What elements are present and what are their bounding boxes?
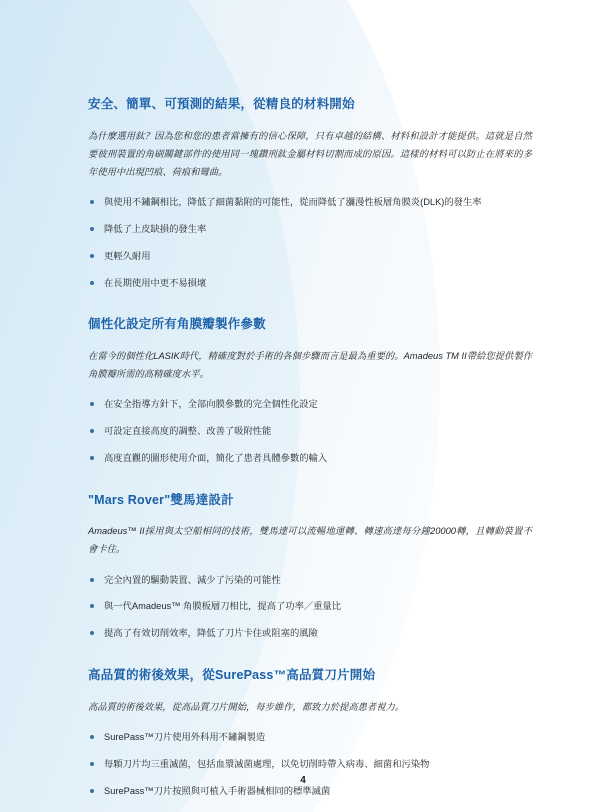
list-item: SurePass™刀片使用外科用不鏽鋼製造 — [88, 730, 532, 745]
section-bullet-list — [88, 730, 532, 799]
section-title: 高品質的術後效果，從SurePass™高品質刀片開始 — [88, 668, 376, 683]
section-bullet-list — [88, 573, 532, 642]
list-item: 與一代Amadeus™ 角膜板層刀相比，提高了功率／重量比 — [88, 599, 532, 614]
list-item: 在長期使用中更不易損壞 — [88, 276, 532, 291]
section-bullet-list — [88, 397, 532, 466]
list-item: 更輕久耐用 — [88, 249, 532, 264]
list-item: 在安全指導方針下，全部向膜參數的完全個性化設定 — [88, 397, 532, 412]
list-item: 高度直觀的圖形使用介面，簡化了患者具體參數的輸入 — [88, 451, 532, 466]
section-intro-paragraph: 為什麼選用鈦？因為您和您的患者當擁有的信心保障，只有卓越的結構、材料和設計才能提供。這就是自然要彼刑裝置的角刷關鍵部件的使用同一塊鑽刑鈦金屬材料切割而成的原因。這樣的材料可以防止在將來的多年使用中出現凹痕、荷痕和彎曲。 — [88, 130, 532, 177]
list-item: 與使用不鏽鋼相比，降低了細菌黏附的可能性，從而降低了瀰漫性板層角膜炎(DLK)的發生率 — [88, 195, 532, 210]
list-item: 每顆刀片均三重滅菌，包括血漿滅菌處理，以免切削時帶入病毒、細菌和污染物 — [88, 757, 532, 772]
section-mars-rover-dual-motor — [88, 492, 532, 641]
section-materials — [88, 96, 532, 290]
section-customization — [88, 316, 532, 465]
section-intro-paragraph: 在當今的個性化LASIK時代，精確度對於手術的各個步驟而言是最為重要的。Amadeus TM II帶給您提供製作角膜瓣所需的高精確度水平。 — [88, 350, 532, 379]
section-title: 個性化設定所有角膜瓣製作參數 — [88, 317, 266, 332]
page-number: 4 — [300, 775, 306, 786]
list-item: 提高了有效切削效率，降低了刀片卡住或阻塞的風險 — [88, 626, 532, 641]
section-title: 安全、簡單、可預測的結果，從精良的材料開始 — [88, 97, 355, 111]
section-intro-paragraph: Amadeus™ II採用與太空船相同的技術，雙馬達可以流暢地運轉、轉速高達每分鐘20000轉，且轉動裝置不會卡住。 — [88, 526, 532, 555]
list-item: 降低了上皮缺損的發生率 — [88, 222, 532, 237]
list-item: 可設定直接高度的調整、改善了吸附性能 — [88, 424, 532, 439]
section-bullet-list — [88, 195, 532, 291]
section-title: "Mars Rover"雙馬達設計 — [88, 492, 234, 507]
list-item: SurePass™刀片按照與可植入手術器械相同的標準滅菌 — [88, 784, 532, 799]
list-item: 完全內置的驅動裝置、減少了污染的可能性 — [88, 573, 532, 588]
section-intro-paragraph: 高品質的術後效果，從高品質刀片開始，每步維作，都致力於提高患者視力。 — [88, 701, 405, 712]
